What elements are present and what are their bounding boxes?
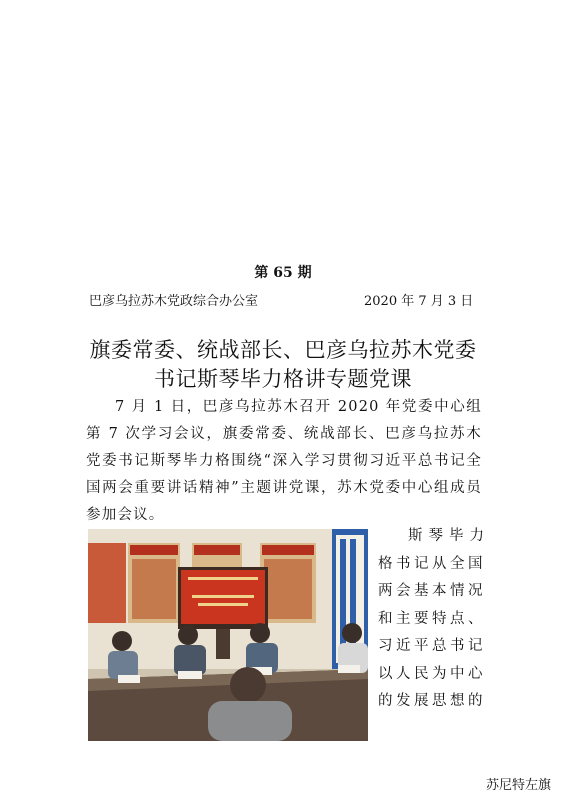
side-line: 两会基本情况 (378, 583, 486, 599)
side-line: 和主要特点、 (378, 610, 486, 627)
side-line: 斯琴毕力 (408, 528, 490, 544)
issue-number: 第 65 期 (254, 265, 312, 281)
side-column-text (378, 523, 490, 716)
meeting-photo (88, 529, 368, 741)
title-line-1: 旗委常委、统战部长、巴彦乌拉苏木党委 (89, 338, 477, 362)
issue-date: 2020 年 7 月 3 日 (364, 294, 474, 309)
article-paragraph: 7 月 1 日，巴彦乌拉苏木召开 2020 年党委中心组第 7 次学习会议，旗委常委、统战部长、巴彦乌拉苏木党委书记斯琴毕力格围绕“深入学习贯彻习近平总书记全国两会重要讲话精神”主题讲党课，苏木党委中心组成员参加会议。 (86, 399, 482, 523)
article-title (60, 336, 506, 394)
title-line-2: 书记斯琴毕力格讲专题党课 (154, 367, 412, 391)
side-line: 格书记从全国 (378, 555, 486, 572)
office-name: 巴彦乌拉苏木党政综合办公室 (89, 294, 259, 309)
footer-label: 苏尼特左旗 (486, 778, 552, 793)
side-line: 的发展思想的 (378, 693, 486, 709)
side-line: 以人民为中心 (378, 665, 486, 682)
side-line: 习近平总书记 (378, 638, 486, 654)
